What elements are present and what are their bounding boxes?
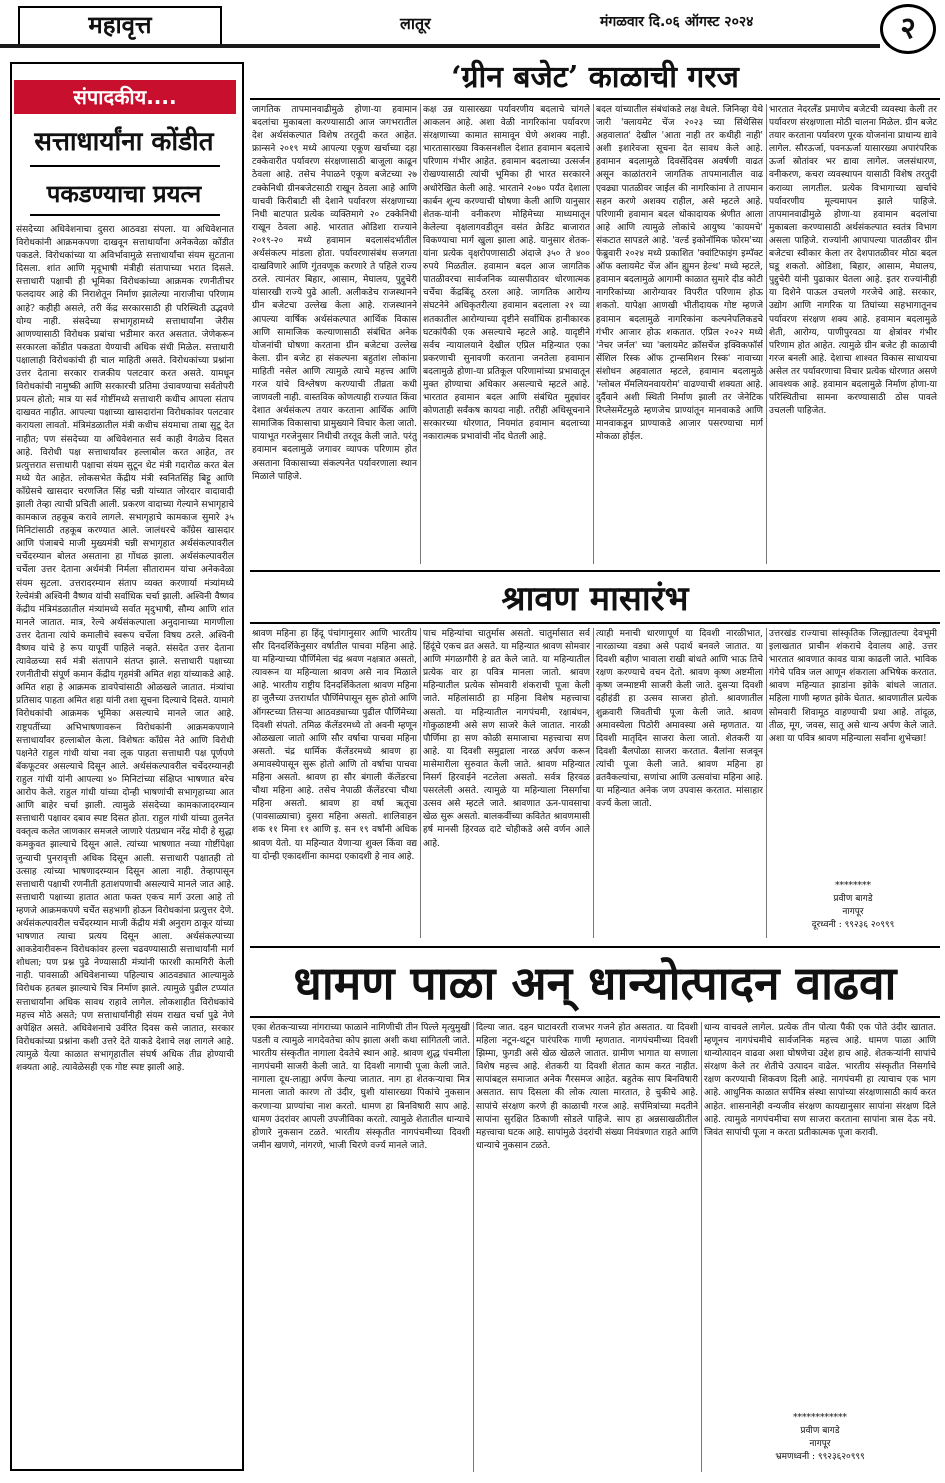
column-divider [473, 1022, 474, 1472]
green-budget-column: बदल यांच्यातील संबंधांकडे लक्ष वेधले. जिनिव्हा येथे जारी 'क्लायमेट चेंज २०२३ च्या सिंथेसिस अहवालात' देखील 'आता नाही तर कधीही नाही' अशी इशारेवजा सूचना देत सावध केले आहे. हवामान बदलामुळे दिवसेंदिवस अवर्षणी वाढत असून काळांतराने जागतिक तापमानातील वाढ एवढ्या पातळीवर जाईल की नागरिकांना ते तापमान सहन करणे अशक्य राहील, असे म्हटले आहे. परिणामी हवामान बदल धोकादायक श्रेणीत आला आहे आणि त्यामुळे लोकांचे आयुष्य 'कायमचे' संकटात सापडले आहे. 'वर्ल्ड इकोनॉमिक फोरम'च्या फेब्रुवारी २०२४ मध्ये प्रकाशित 'क्वांटिफाइंग इम्पॅक्ट ऑफ क्लायमेट चेंज ऑन ह्युमन हेल्थ' मध्ये म्हटले, हवामान बदलामुळे आगामी काळात सुमारे दीड कोटी नागरिकांच्या आरोग्यावर विपरीत परिणाम होऊ शकतो. यापेक्षा आणखी भीतीदायक गोष्ट म्हणजे हवामान बदलामुळे नागरिकांना कल्पनेपलिकडचे गंभीर आजार होऊ शकतात. एप्रिल २०२२ मध्ये 'नेचर जर्नल' च्या 'क्लायमेट क्रॉसचेंज इक्विकफॉर्स सेंशिल रिस्क ऑफ ट्रान्समिशन रिस्क' नावाच्या संशोधन अहवालात म्हटले, हवामान बदलामुळे 'ग्लोबल मॅमलियनवायरोम' वाढण्याची शक्यता आहे. दुर्दैवाने अशी स्थिती निर्माण झाली तर जेनेटिक रिप्लेसमेंटमुळे म्हणजेच प्राण्यांतून मानवाकडे आणि मानवाकडून प्राण्याकडे आजार पसरण्याचा मार्ग मोकळा होईल. [596, 105, 763, 443]
shravan-column: श्रावण महिना हा हिंदू पंचांगानुसार आणि भारतीय सौर दिनदर्शिकेनुसार वर्षातील पाचवा महिना आहे. या महिन्याच्या पौर्णिमेला चंद्र श्रवण नक्षत्रात असतो, त्यावरून या महिन्याला श्रावण असे नाव मिळाले आहे. भारतीय राष्ट्रीय दिनदर्शिकेतला श्रावण महिना हा जुलैच्या उत्तरार्धात पौर्णिमेपासून सुरू होतो आणि ऑगस्टच्या तिसऱ्या आठवड्याच्या पुढील पौर्णिमेच्या दिवशी संपतो. तमिळ कॅलेंडरमध्ये तो अवनी म्हणून ओळखला जातो आणि सौर वर्षाचा पाचवा महिना असतो. चंद्र धार्मिक कॅलेंडरमध्ये श्रावण हा अमावस्येपासून सुरू होतो आणि तो वर्षाचा पाचवा महिना असतो. श्रावण हा सौर बंगाली कॅलेंडरचा चौथा महिना आहे. तसेच नेपाळी कॅलेंडरचा चौथा महिना असतो. श्रावण हा वर्षा ऋतूचा (पावसाळ्याचा) दुसरा महिना असतो. शालिवाहन शक ११ मिना ११ आणि इ. सन १९ वर्षांनी अधिक श्रावण येतो. या महिन्यात येणाऱ्या शुक्ल किंवा वद्य या दोन्ही एकादशींना कामदा एकादशी हे नाव आहे. [252, 629, 417, 862]
masthead [18, 6, 222, 46]
signature-stars: ******** [835, 881, 871, 891]
page-number: २ [880, 4, 936, 54]
green-budget-column: भारतात नेदरलँड प्रमाणेच बजेटची व्यवस्था केली तर पर्यावरण संरक्षणाला मोठी चालना मिळेल. ग्रीन बजेट तयार करताना पर्यावरण पूरक योजनांना प्राधान्य द्यावे लागेल. सौरऊर्जा, पवनऊर्जा यासारख्या अपारंपरिक ऊर्जा स्रोतांवर भर द्यावा लागेल. जलसंधारण, वनीकरण, कचरा व्यवस्थापन यासाठी विशेष तरतुदी कराव्या लागतील. प्रत्येक विभागाच्या खर्चाचे पर्यावरणीय मूल्यमापन झाले पाहिजे. तापमानवाढीमुळे होणा-या हवामान बदलांचा मुकाबला करण्यासाठी अर्थसंकल्पात स्वतंत्र विभाग असला पाहिजे. राज्यांनी आपापल्या पातळीवर ग्रीन बजेटचा स्वीकार केला तर देशपातळीवर मोठा बदल घडू शकतो. ओडिशा, बिहार, आसाम, मेघालय, पुद्दुचेरी यांनी पुढाकार घेतला आहे. इतर राज्यांनीही या दिशेने पाऊल उचलणे गरजेचे आहे. सरकार, उद्योग आणि नागरिक या तिघांच्या सहभागातूनच पर्यावरण संरक्षण शक्य आहे. हवामान बदलामुळे शेती, आरोग्य, पाणीपुरवठा या क्षेत्रांवर गंभीर परिणाम होत आहेत. त्यामुळे ग्रीन बजेट ही काळाची गरज बनली आहे. देशाचा शाश्वत विकास साधायचा असेल तर पर्यावरणाचा विचार प्रत्येक धोरणात असणे आवश्यक आहे. हवामान बदलामुळे निर्माण होणा-या परिस्थितीचा सामना करण्यासाठी ठोस पावले उचलली पाहिजेत. [769, 105, 937, 417]
author-name: प्रवीण बागडे [833, 894, 873, 904]
author-city: नागपूर [842, 907, 864, 917]
edition-city: लातूर [400, 14, 431, 33]
editorial-headline-line2: पकडण्याचा प्रयत्न [46, 179, 202, 208]
dhaman-column: धान्य वाचवले लागेल. प्रत्येक तीन पोत्या पैकी एक पोते उंदीर खातात. म्हणूनच नागपंचमीचे सार्वजनिक महत्त्व आहे. धामण पाळा आणि धान्योत्पादन वाढवा अशा घोषणेचा उद्देश हाच आहे. शेतकऱ्यांनी सापांचे संरक्षण केले तर शेतीचे उत्पादन वाढेल. भारतीय संस्कृतीत निसर्गाचे रक्षण करण्याची शिकवण दिली आहे. नागपंचमी हा त्याचाच एक भाग आहे. आधुनिक काळात सर्पमित्र संस्था सापांच्या संरक्षणासाठी कार्य करत आहेत. शासनानेही वन्यजीव संरक्षण कायद्यानुसार सापांना संरक्षण दिले आहे. त्यामुळे नागपंचमीचा सण साजरा करताना सापांना त्रास देऊ नये. जिवंत सापांची पूजा न करता प्रतीकात्मक पूजा करावी. [704, 1023, 936, 1138]
article-rule [250, 1016, 940, 1018]
author-name: प्रवीण बागडे [800, 1426, 840, 1436]
editorial-rule [30, 165, 220, 167]
shravan-column: त्याही मनाची धारणापूर्ण या दिवशी नारळीभात, नारळाच्या वड्या असे पदार्थ बनवले जातात. या दिवशी बहीण भावाला राखी बांधते आणि भाऊ तिचे रक्षण करण्याचे वचन देतो. श्रावण कृष्ण अष्टमीला कृष्ण जन्माष्टमी साजरी केली जाते. दुसऱ्या दिवशी दहीहंडी हा उत्सव साजरा होतो. श्रावणातील शुक्रवारी जिवतीची पूजा केली जाते. श्रावण अमावस्येला पिठोरी अमावस्या असे म्हणतात. या दिवशी मातृदिन साजरा केला जातो. शेतकरी या दिवशी बैलपोळा साजरा करतात. बैलांना सजवून त्यांची पूजा केली जाते. श्रावण महिना हा व्रतवैकल्यांचा, सणांचा आणि उत्सवांचा महिना आहे. या महिन्यात अनेक जण उपवास करतात. मांसाहार वर्ज्य केला जातो. [596, 629, 763, 810]
editorial-body: संसदेच्या अधिवेशनाचा दुसरा आठवडा संपला. या अधिवेशनात विरोधकांनी आक्रमकपणा दाखवून सत्ताधार्यांना अनेकवेळा कोंडीत पकडले. विरोधकांच्या या अविर्भावामुळे सत्ताधार्यांचा संयम सुटताना दिसला. शांत आणि मृदूभाषी मंत्रीही संतापाच्या भरात दिसले. सत्ताधारी पक्षाची ही भूमिका विरोधकांच्या आक्रमक रणनीतीचर फलदायर आहे की निराशेतून निर्माण झालेल्या नाराजीचा परिणाम आहे? कहीही असले, तरी केंद्र सरकारसाठी ही परिस्थिती उद्भवणे योग्य नाही. संसदेच्या सभागृहामध्ये सत्ताधार्यांना जेरीस आणण्यासाठी विरोधक प्रबांचा भडीमार करत असतात. जेणेकरून सरकारला कोंडीत पकडता येण्याची अधिक संधी मिळेल. सत्ताधारी पक्षालाही विरोधकांची ही चाल माहिती असते. विरोधकांच्या प्रश्नांना उत्तर देताना सरकार राजकीय पलटवार करत असते. यामधून विरोधकांची नामुष्की आणि सरकारची प्रतिमा उंचावण्याचा सर्वतोपरी प्रयत्न होतो; मात्र या सर्व गोष्टींमध्ये सत्ताधारी कधीच आपला संताप दाखवत नाहीत. आपल्या पक्षाच्या खासदारांना विरोधकांवर पलटवार करायला लावतो. मंत्रिमंडळातील मंत्री कधीच संयमाचा ताबा सुटू देत नाहीत; पण संसदेच्या या अधिवेशनात सर्व काही वेगळेच दिसत आहे. विरोधी पक्ष सत्ताधार्यांवर हल्लाबोल करत आहेत, तर प्रत्युत्तरात सत्ताधारी पक्षाचा संयम सुटून थेट मंत्री गदारोळ करत बेल मध्ये येत आहेत. लोकसभेत केंद्रीय मंत्री स्वनितसिंह बिट्टू आणि काँग्रेसचे खासदार चरणजित सिंह चन्नी यांच्यात जोरदार वादावादी झाली तेव्हा त्याची प्रचिती आली. प्रकरण वादाच्या गेल्याने सभागृहाचे कामकाज तहकूब करावे लागले. सभागृहाचे कामकाज सुमारे ३५ मिनिटांसाठी तहकूब करण्यात आले. जालंधरचे काँग्रेस खासदार आणि पंजाबचे माजी मुख्यमंत्री चन्नी सभागृहात अर्थसंकल्पावरील चर्चेदरम्यान बोलत असताना हा गोंधळ झाला. अर्थसंकल्पावरील चर्चेला उत्तर देताना अर्थमंत्री निर्मला सीतारामन यांचा अनेकवेळा संयम सुटला. उत्तरादरम्यान संताप व्यक्त करणार्या मंत्र्यांमध्ये रेल्वेमंत्री अश्विनी वैष्णव यांची सर्वाधिक चर्चा झाली. अश्विनी वैष्णव केंद्रीय मंत्रिमंडळातील मंत्र्यांमध्ये सर्वात मृदुभाषी, सौम्य आणि शांत मानले जातात. मात्र, रेल्वे अर्थसंकल्पाला अनुदानाच्या मागणीला उत्तर देताना त्यांचे कमालीचे स्वरूप चर्चेला विषय ठरले. अश्विनी वैष्णव यांचे हे रूप यापूर्वी पाहिले नव्हते. संसदेत उत्तर देताना त्यावेळच्या सर्व मंत्री संतापाने संतप्त झाले. सत्ताधारी पक्षाच्या रणनीतीची संपूर्ण कमान केंद्रीय गृहमंत्री अमित शहा यांच्याकडे आहे. अमित शहा हे आक्रमक डावपेचांसाठी ओळखले जातात. मंत्र्यांचा प्रतिसाद पाहता अमित शहा यांनी तशा सूचना दिल्याचे दिसते. यामागे विरोधकांची आक्रमक भूमिका असल्याचे मानले जात आहे. राष्ट्रपतींच्या अभिभाषणावरून विरोधकांनी आक्रमकपणाने सत्ताधार्यांवर हल्लाबोल केला. विशेषतः काँग्रेस नेते आणि विरोधी पक्षनेते राहुल गांधी यांचा नवा लूक पाहता सत्ताधारी पक्ष पूर्णपणे बॅकफूटवर असल्याचे दिसून आले. अर्थसंकल्पावरील चर्चेदरम्यानही राहुल गांधी यांनी आपल्या ४० मिनिटांच्या संक्षिप्त भाषणात बरेच आरोप केले. राहुल गांधी यांच्या दोन्ही भाषणांची सभागृहाच्या आत आणि बाहेर चर्चा झाली. त्यामुळे संसदेच्या कामकाजादरम्यान सत्ताधारी पक्षावर दबाव स्पष्ट दिसत होता. राहुल गांधी यांच्या तुलनेत वक्तृत्व कलेत जाणकार समजले जाणारे पंतप्रधान नरेंद्र मोदी हे सुद्धा कमकुवत झाल्याचे दिसून आले. त्यांच्या भाषणात नव्या गोष्टींपेक्षा जुन्याची पुनरावृत्ती अधिक दिसून आली. सत्ताधारी पक्षातही तो उत्साह त्यांच्या भाषणादरम्यान दिसून आला नाही. तेव्हापासून सत्ताधारी पक्षाची रणनीती हताशपणाची असल्याचे मानले जात आहे. सत्ताधारी पक्षाच्या हातात आता फक्त एकच मार्ग उरला आहे तो म्हणजे आक्रमकपणे चर्चेत सहभागी होऊन विरोधकांना प्रत्युत्तर देणे. अर्थसंकल्पावरील चर्चेदरम्यान माजी केंद्रीय मंत्री अनुराग ठाकूर यांच्या भाषणात त्याचा प्रत्यय दिसून आला. अर्थसंकल्पाच्या आकडेवारीवरून विरोधकांवर हल्ला चढवण्यासाठी सत्ताधार्यांनी मार्ग शोधला; पण प्रश्न पुढे नेण्यासाठी मंत्र्यांनी फारशी कामगिरी केली नाही. पावसाळी अधिवेशनाच्या पहिल्याच आठवड्यात आल्यामुळे विरोधक हतबल झाल्याचे चित्र निर्माण झाले. त्यामुळे पुढील टप्प्यांत सत्ताधार्यांना अधिक सावध राहावे लागेल. लोकशाहीत विरोधकांचे महत्त्व मोठे असते; पण सत्ताधार्यांनीही संयम राखत चर्चा पुढे नेणे अपेक्षित असते. अधिवेशनाचे उर्वरित दिवस कसे जातात, सरकार विरोधकांच्या प्रश्नांना कशी उत्तरे देते याकडे देशाचे लक्ष लागले आहे. त्यामुळे येत्या काळात सभागृहातील संघर्ष अधिक तीव्र होण्याची शक्यता आहे. त्यावेळेसही एक गोष्ट स्पष्ट झाली आहे. [16, 225, 234, 1073]
author-city: नागपूर [809, 1439, 831, 1449]
article-rule [250, 98, 940, 100]
dhaman-column: एका शेतकऱ्याच्या नांगराच्या फाळाने नागिणीची तीन पिल्ले मृत्युमुखी पडली व त्यामुळे नागदेवतेचा कोप झाला अशी कथा सांगितली जाते. भारतीय संस्कृतीत नागाला देवतेचे स्थान आहे. श्रावण शुद्ध पंचमीला नागपंचमी साजरी केली जाते. या दिवशी नागाची पूजा केली जाते. नागाला दूध-लाह्या अर्पण केल्या जातात. नाग हा शेतकऱ्याचा मित्र मानला जातो कारण तो उंदीर, घुशी यांसारख्या पिकांचे नुकसान करणाऱ्या प्राण्यांचा नाश करतो. धामण हा बिनविषारी साप आहे. धामण उंदरांवर आपली उपजीविका करतो. त्यामुळे शेतातील धान्याचे होणारे नुकसान टळते. भारतीय संस्कृतीत नागपंचमीच्या दिवशी जमीन खणणे, नांगरणे, भाजी चिरणे वर्ज्य मानले जाते. [252, 1023, 470, 1151]
author-phone: भ्रमणध्वनी : ९९२३६२०९९९ [775, 1452, 865, 1462]
article-rule [250, 946, 940, 948]
green-budget-title: ‘ग्रीन बजेट’ काळाची गरज [451, 60, 739, 95]
shravan-column: उत्तरखंड राज्याचा सांस्कृतिक जिल्ह्यातल्या देवभूमी इलाखतात प्राचीन शंकराचे देवालय आहे. उत्तर भारतात श्रावणात कावड यात्रा काढली जाते. भाविक गंगेचे पवित्र जल आणून शंकराला अभिषेक करतात. श्रावण महिन्यात झाडांना झोके बांधले जातात. महिला गाणी म्हणत झोके घेतात. श्रावणातील प्रत्येक सोमवारी शिवामूठ वाहण्याची प्रथा आहे. तांदूळ, तीळ, मूग, जवस, सातू असे धान्य अर्पण केले जाते. अशा या पवित्र श्रावण महिन्याला सर्वांना शुभेच्छा! [769, 629, 937, 744]
green-budget-column: कक्ष उन्न यासारख्या पर्यावरणीय बदलाचे चांगले आकलन आहे. अशा वेळी नागरिकांना पर्यावरण संरक्षणाच्या कामात सामावून घेणे अशक्य नाही. भारतासारख्या विकसनशील देशात हवामान बदलाचे परिणाम गंभीर आहेत. हवामान बदलाच्या उत्सर्जन रोखण्यासाठी त्यांची भूमिका ही भारत सरकारने अधोरेखित केली आहे. भारताने २०७० पर्यंत देशाला कार्बन शून्य करण्याची घोषणा केली आणि यानुसार शेतक-यांनी वनीकरण मोहिमेच्या माध्यमातून केलेल्या वृक्षलागवडीतून वसंत क्रेडिट बाजारात विकण्याचा मार्ग खुला झाला आहे. यानुसार शेतक-यांना प्रत्येक वृक्षरोपणासाठी अंदाजे ३५० ते ४०० रुपये मिळतील. हवामान बदल आज जागतिक पातळीवरचा सार्वजनिक व्यासपीठावर धोरणात्मक चर्चेचा केंद्रबिंदू ठरला आहे. जागतिक आरोग्य संघटनेने अधिकृतरीत्या हवामान बदलाला २१ व्या शतकातील आरोग्याच्या दृष्टीने सर्वाधिक हानीकारक घटकांपैकी एक असल्याचे म्हटले आहे. यादृष्टीने सर्वच न्यायालयाने देखील एप्रिल महिन्यात एका प्रकरणाची सुनावणी करताना जनतेला हवामान बदलामुळे होणा-या प्रतिकूल परिणामांच्या प्रभावातून मुक्त होण्याचा अधिकार असल्याचे म्हटले आहे. भारतात हवामान बदल आणि संबंधित मुद्द्यांवर कोणताही सर्वंकष कायदा नाही. तरीही अधिसूचनाने सरकारच्या धोरणात, नियमांत हवामान बदलाच्या नकारात्मक प्रभावांची नोंद घेतली आहे. [423, 105, 590, 443]
editorial-headline-line1: सत्ताधार्यांना कोंडीत [34, 127, 214, 157]
column-divider [593, 104, 594, 564]
shravan-signature [769, 880, 937, 932]
green-budget-column: जागतिक तापमानवाढीमुळे होणा-या हवामान बदलांचा मुकाबला करण्यासाठी आज जगभरातील देश अर्थसंकल्पात विशेष तरतुदी करत आहेत. फ्रान्सने २०१९ मध्ये आपल्या एकूण खर्चाच्या दहा टक्केवारीत पर्यावरण संरक्षणासाठी बाजूला काढून ठेवला आहे. तसेच नेपाळने एकूण बजेटच्या २७ टक्केनिधी ग्रीनबजेटसाठी राखून ठेवला आहे आणि याचवी किरीबाटी सी देशाने पर्यावरण संरक्षणाच्या निधी बाटपात प्रत्येक व्यक्तिमागे २० टक्केनिधी राखून ठेवला आहे. भारतात ओडिशा राज्याने २०१९-२० मध्ये हवामान बदलासंदर्भातील अर्थसंकल्प मांडला होता. पर्यावरणासंबंध सजगता दाखविणारे आणि गुंतवणूक करणारे ते पहिले राज्य ठरले. त्यानंतर बिहार, आसाम, मेघालय, पुद्दुचेरी यांसारखी राज्ये पुढे आली. अलीकडेच राजस्थानने ग्रीन बजेटचा उल्लेख केला आहे. राजस्थानने आपल्या वार्षिक अर्थसंकल्पात आर्थिक विकास आणि सामाजिक कल्याणासाठी संबंधित अनेक योजनांची घोषणा करताना ग्रीन बजेटचा उल्लेख केला. ग्रीन बजेट हा संकल्पना बहुतांश लोकांना माहिती नसेल आणि त्यामुळे त्याचे महत्त्व आणि गरज यांचे विश्लेषण करण्याची तीव्रता कधी जाणवली नाही. वास्तविक कोणत्याही राज्यात किंवा देशात अर्थसंकल्प तयार करताना आर्थिक आणि सामाजिक विकासाचा प्रामुख्याने विचार केला जातो. पायाभूत गरजेनुसार निधीची तरतूद केली जाते. परंतु हवामान बदलामुळे जगावर व्यापक परिणाम होत असताना विकासाच्या संकल्पनेत पर्यावरणाला स्थान मिळाले पाहिजे. [252, 105, 417, 482]
masthead-title: महावृत्त [88, 11, 152, 39]
dhaman-title: धामण पाळा अन् धान्योत्पादन वाढवा [293, 956, 897, 1010]
editorial-banner: संपादकीय.... [14, 80, 236, 114]
article-rule [250, 622, 940, 624]
shravan-column: पाच महिन्यांचा चातुर्मास असतो. चातुर्मासात सर्व हिंदूंचे एकच व्रत असते. या महिन्यात श्रावण सोमवार आणि मंगळागौरी हे व्रत केले जाते. या महिन्यातील प्रत्येक वार हा पवित्र मानला जातो. श्रावण महिन्यातील प्रत्येक सोमवारी शंकराची पूजा केली जाते. महिलांसाठी हा महिना विशेष महत्त्वाचा असतो. या महिन्यातील नागपंचमी, रक्षाबंधन, गोकुळाष्टमी असे सण साजरे केले जातात. नारळी पौर्णिमा हा सण कोळी समाजाचा महत्त्वाचा सण आहे. या दिवशी समुद्राला नारळ अर्पण करून मासेमारीला सुरुवात केली जाते. श्रावण महिन्यात निसर्ग हिरवाईने नटलेला असतो. सर्वत्र हिरवळ पसरलेली असते. त्यामुळे या महिन्याला निसर्गाचा उत्सव असे म्हटले जाते. श्रावणात ऊन-पावसाचा खेळ सुरू असतो. बालकवींच्या कवितेत श्रावणमासी हर्ष मानसी हिरवळ दाटे चोहीकडे असे वर्णन आले आहे. [423, 629, 590, 849]
dhaman-signature [704, 1412, 936, 1464]
dhaman-column: दिल्या जात. दहन घाटावरती राजभर गजने होत असतात. या दिवशी महिला नटून-थटून पारंपरिक गाणी म्हणतात. नागपंचमीच्या दिवशी झिम्मा, फुगडी असे खेळ खेळले जातात. ग्रामीण भागात या सणाला विशेष महत्त्व आहे. शेतकरी या दिवशी शेतात काम करत नाहीत. सापांबद्दल समाजात अनेक गैरसमज आहेत. बहुतेक साप बिनविषारी असतात. साप दिसला की लोक त्याला मारतात, हे चुकीचे आहे. सापांचे संरक्षण करणे ही काळाची गरज आहे. सर्पमित्रांच्या मदतीने सापांना सुरक्षित ठिकाणी सोडले पाहिजे. साप हा अन्नसाखळीतील महत्त्वाचा घटक आहे. सापांमुळे उंदरांची संख्या नियंत्रणात राहते आणि धान्याचे नुकसान टळते. [476, 1023, 698, 1151]
column-divider [420, 628, 421, 938]
header-rule [0, 44, 880, 48]
column-divider [766, 104, 767, 564]
author-phone: दूरध्वनी : ९९२३६ २०९९९ [811, 920, 895, 930]
column-divider [593, 628, 594, 938]
column-divider [420, 104, 421, 564]
signature-stars: ************ [793, 1413, 847, 1423]
article-rule [250, 570, 940, 572]
shravan-title: श्रावण मासारंभ [501, 579, 689, 619]
edition-date: मंगळवार दि.०६ ऑगस्ट २०२४ [600, 14, 754, 30]
editorial-rule [30, 214, 220, 216]
column-divider [701, 1022, 702, 1472]
column-divider [766, 628, 767, 938]
